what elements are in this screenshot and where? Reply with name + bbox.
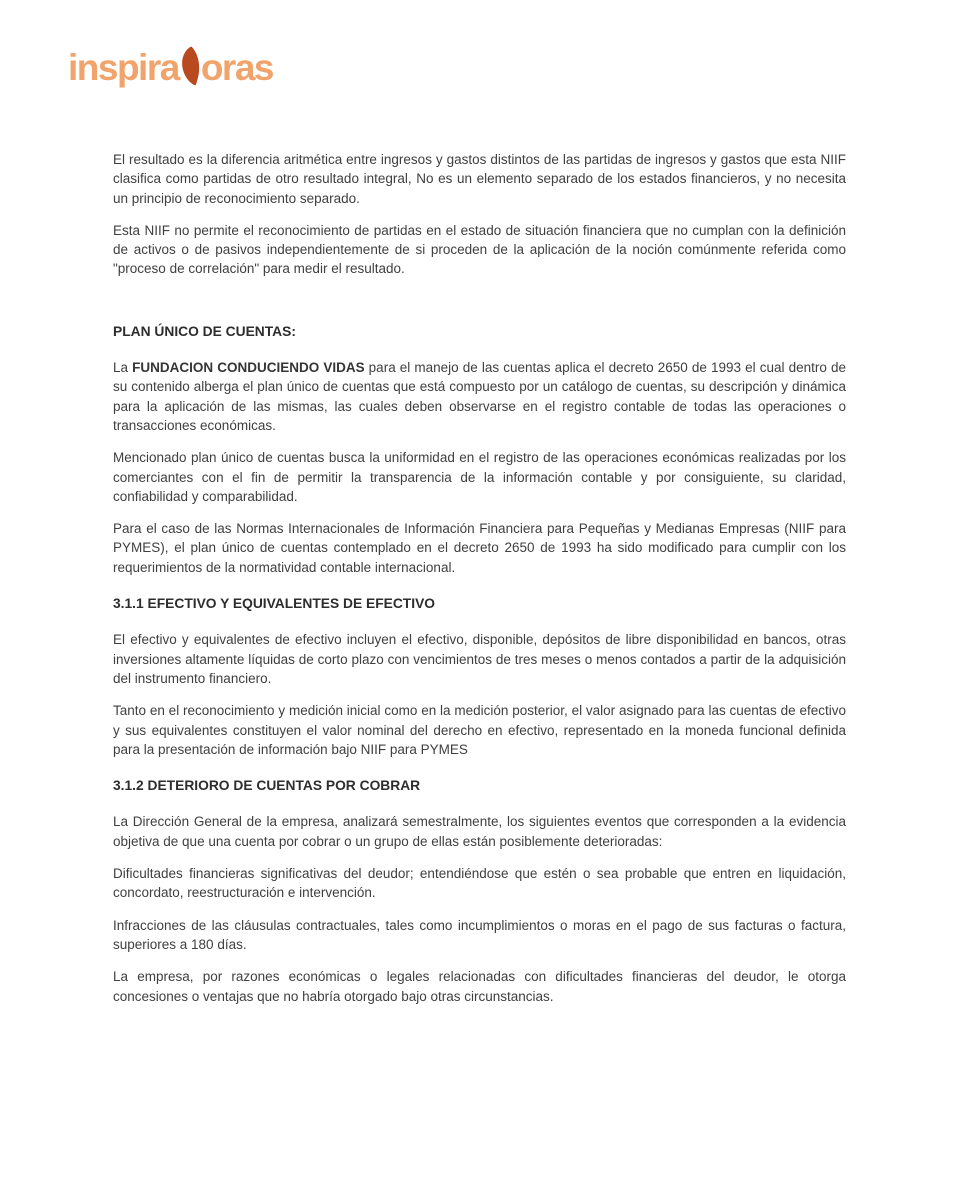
heading-plan-unico-de-cuentas: PLAN ÚNICO DE CUENTAS: bbox=[113, 323, 296, 339]
paragraph-fundacion-decreto bbox=[113, 358, 846, 435]
paragraph-dificultades-financieras: Dificultades financieras significativas del deudor; entendiéndose que estén o sea probable que entren en liquidación, concordato, reestructuración e intervención. bbox=[113, 866, 846, 901]
logo bbox=[68, 46, 273, 86]
paragraph-resultado: El resultado es la diferencia aritmética entre ingresos y gastos distintos de las partidas de ingresos y gastos que esta NIIF clasifica como partidas de otro resultado integral, No es un elemento separado de los estados financieros, y no necesita un principio de reconocimiento separado. bbox=[113, 152, 846, 206]
text-run: La bbox=[113, 360, 133, 376]
heading-3-1-2-deterioro: 3.1.2 DETERIORO DE CUENTAS POR COBRAR bbox=[113, 778, 421, 794]
paragraph-infracciones-clausulas: Infracciones de las cláusulas contractuales, tales como incumplimientos o moras en el pago de sus facturas o factura, superiores a 180 días. bbox=[113, 917, 846, 952]
paragraph-uniformidad: Mencionado plan único de cuentas busca la uniformidad en el registro de las operaciones económicas realizadas por los comerciantes con el fin de permitir la transparencia de la información contable y por consiguiente, su claridad, confiabilidad y comparabilidad. bbox=[113, 450, 846, 504]
logo-text-left: inspira bbox=[68, 47, 179, 88]
leaf-icon bbox=[178, 46, 201, 87]
paragraph-niif-pymes-decreto: Para el caso de las Normas Internacionales de Información Financiera para Pequeñas y Medianas Empresas (NIIF para PYMES), el plan único de cuentas contemplado en el decreto 2650 de 1993 ha sido modificado para cumplir con los requerimientos de la normatividad contable internacional. bbox=[113, 521, 846, 575]
paragraph-reconocimiento-medicion: Tanto en el reconocimiento y medición inicial como en la medición posterior, el valor asignado para las cuentas de efectivo y sus equivalentes constituyen el valor nominal del derecho en efectivo, representado en la moneda funcional definida para la presentación de información bajo NIIF para PYMES bbox=[113, 703, 846, 757]
heading-3-1-1-efectivo: 3.1.1 EFECTIVO Y EQUIVALENTES DE EFECTIVO bbox=[113, 596, 436, 612]
paragraph-concesiones-ventajas: La empresa, por razones económicas o legales relacionadas con dificultades financieras del deudor, le otorga concesiones o ventajas que no habría otorgado bajo otras circunstancias. bbox=[113, 969, 846, 1004]
text-run-bold-fundacion: FUNDACION CONDUCIENDO VIDAS bbox=[132, 360, 365, 376]
paragraph-direccion-general: La Dirección General de la empresa, analizará semestralmente, los siguientes eventos que corresponden a la evidencia objetiva de que una cuenta por cobrar o un grupo de ellas están posiblemente deterioradas: bbox=[113, 814, 846, 849]
paragraph-esta-niif: Esta NIIF no permite el reconocimiento de partidas en el estado de situación financiera que no cumplan con la definición de activos o de pasivos independientemente de si proceden de la aplicación de la noción comúnmente referida como "proceso de correlación" para medir el resultado. bbox=[113, 222, 846, 277]
paragraph-efectivo-equivalentes: El efectivo y equivalentes de efectivo incluyen el efectivo, disponible, depósitos de libre disponibilidad en bancos, otras inversiones altamente líquidas de corto plazo con vencimientos de tres meses o menos contados a partir de la adquisición del instrumento financiero. bbox=[113, 632, 846, 686]
logo-text-right: oras bbox=[200, 47, 273, 88]
document-content bbox=[113, 150, 846, 1019]
text-run: para el manejo de las cuentas aplica el decreto 2650 de 1993 el cual dentro de su contenido alberga el plan único de cuentas que está compuesto por un catálogo de cuentas, su descripción y dinámica para la aplicación de las mismas, las cuales deben observarse en el registro contable de todas las operaciones o transacciones económicas. bbox=[113, 360, 846, 433]
